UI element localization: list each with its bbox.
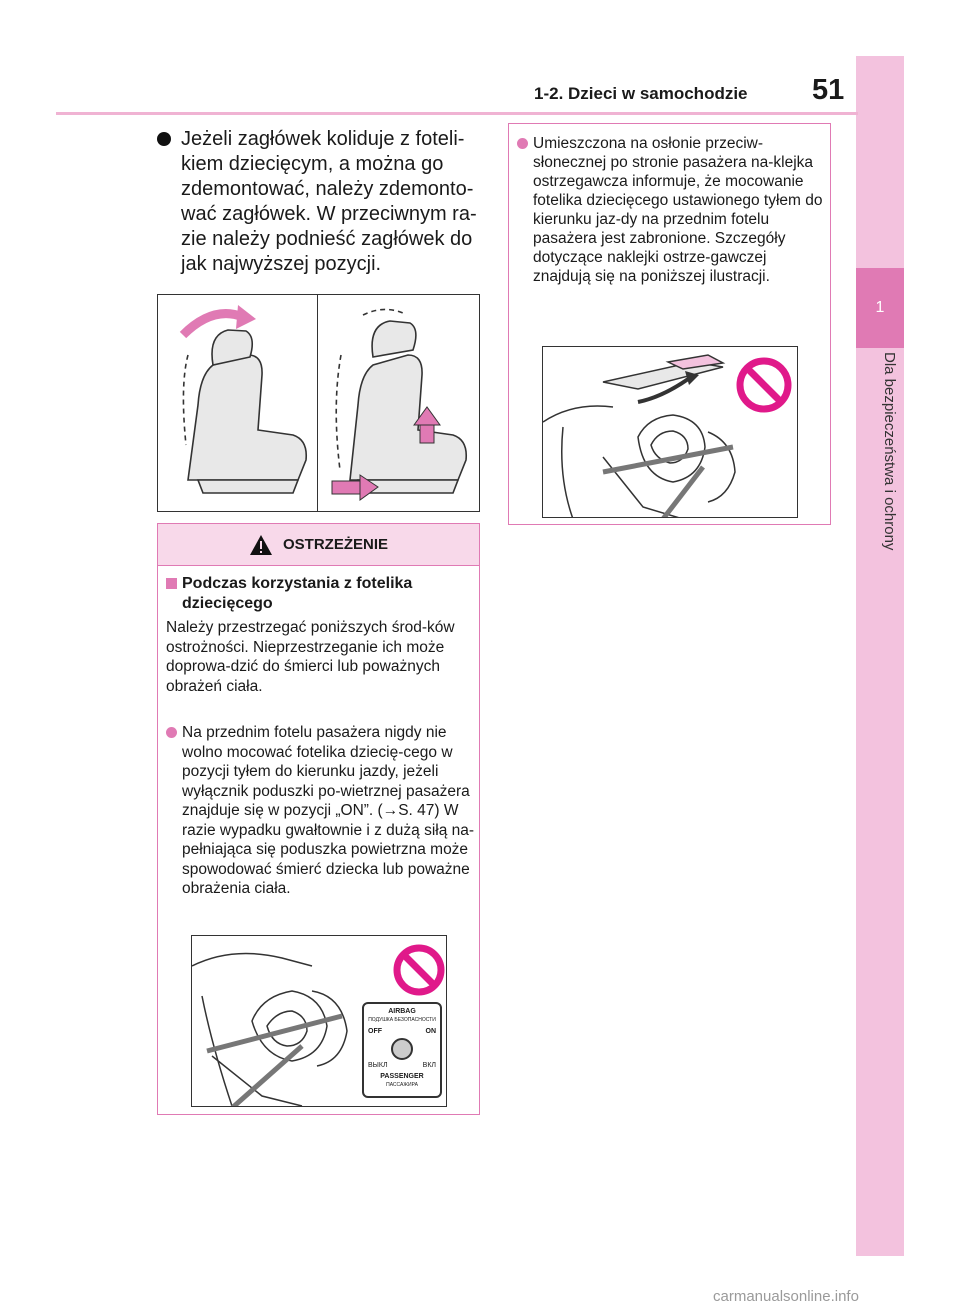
airbag-label-plate [362,1002,442,1098]
airbag-key-switch-icon [391,1038,413,1060]
bullet-dot-icon [517,138,528,149]
header-rule [56,112,858,115]
headrest-bullet-text: Jeżeli zagłówek koliduje z foteli-kiem dziecięcym, a można go zdemontować, należy zdemonto-wać zagłówek. W przeciwnym ra-zie należy podnieść zagłówek do jak najwyższej pozycji. [181,128,477,275]
seat-headrest-drawing [158,295,479,511]
headrest-bullet [157,127,487,277]
figure-divider [317,295,318,511]
warning-subtitle [166,574,471,614]
chapter-side-tab [856,56,904,1256]
bullet-dot-icon [157,132,171,146]
warning-paragraph: Należy przestrzegać poniższych środ-ków ostrożności. Nieprzestrzeganie ich może doprowa-dzić do śmierci lub poważnych obrażeń ciała. [166,619,455,695]
seat-headrest-illustration [157,294,480,512]
airbag-off-ru-label: ВЫКЛ [368,1062,388,1069]
info-bullet-text: Umieszczona na osłonie przeciw-słonecznej po stronie pasażera na-klejka ostrzegawcza informuje, że mocowanie fotelika dziecięcego ustawionego tyłem do kierunku jaz-dy na przednim fotelu pasażera jest zabronione. Szczegóły dotyczące naklejki ostrze-gawczej znajdują się na poniższej ilustracji. [533,135,823,285]
info-bullet [517,134,823,286]
rear-facing-seat-illustration [191,935,447,1107]
warning-bullet [166,723,476,899]
warning-header [158,524,479,566]
airbag-label-title-ru: ПОДУШКА БЕЗОПАСНОСТИ [368,1017,436,1023]
warning-subtitle-text: Podczas korzystania z fotelika dziecięcego [182,575,413,612]
warning-bullet-text: Na przednim fotelu pasażera nigdy nie wolno mocować fotelika dziecię-cego w pozycji tyłem do kierunku jazdy, jeżeli wyłącznik poduszki po-wietrznej pasażera znajduje się w pozycji „ON”. (→S. 47) W razie wypadku gwałtownie i z dużą siłą na-pełniająca się poduszka powietrzna może spowodować śmierć dziecka lub poważne obrażenia ciała. [182,724,475,897]
chapter-title: Dla bezpieczeństwa i ochrony [881,352,898,551]
site-watermark: carmanualsonline.info [713,1288,859,1305]
chapter-number: 1 [856,268,904,348]
warning-box [157,523,480,1115]
airbag-on-label: ON [425,1028,436,1035]
warning-title: OSTRZEŻENIE [282,536,388,553]
page-number: 51 [812,74,845,106]
section-title: 1-2. Dzieci w samochodzie [534,84,748,103]
sun-visor-drawing [543,347,798,518]
airbag-passenger-label: PASSENGER [380,1073,424,1080]
sun-visor-label-illustration [542,346,798,518]
airbag-passenger-ru-label: ПАССАЖИРА [386,1082,418,1088]
airbag-label-title: AIRBAG [388,1008,416,1015]
warning-triangle-icon [249,534,273,556]
airbag-on-ru-label: ВКЛ [422,1062,436,1069]
airbag-off-label: OFF [368,1028,382,1035]
square-bullet-icon [166,578,177,589]
bullet-dot-icon [166,727,177,738]
info-box [508,123,831,525]
